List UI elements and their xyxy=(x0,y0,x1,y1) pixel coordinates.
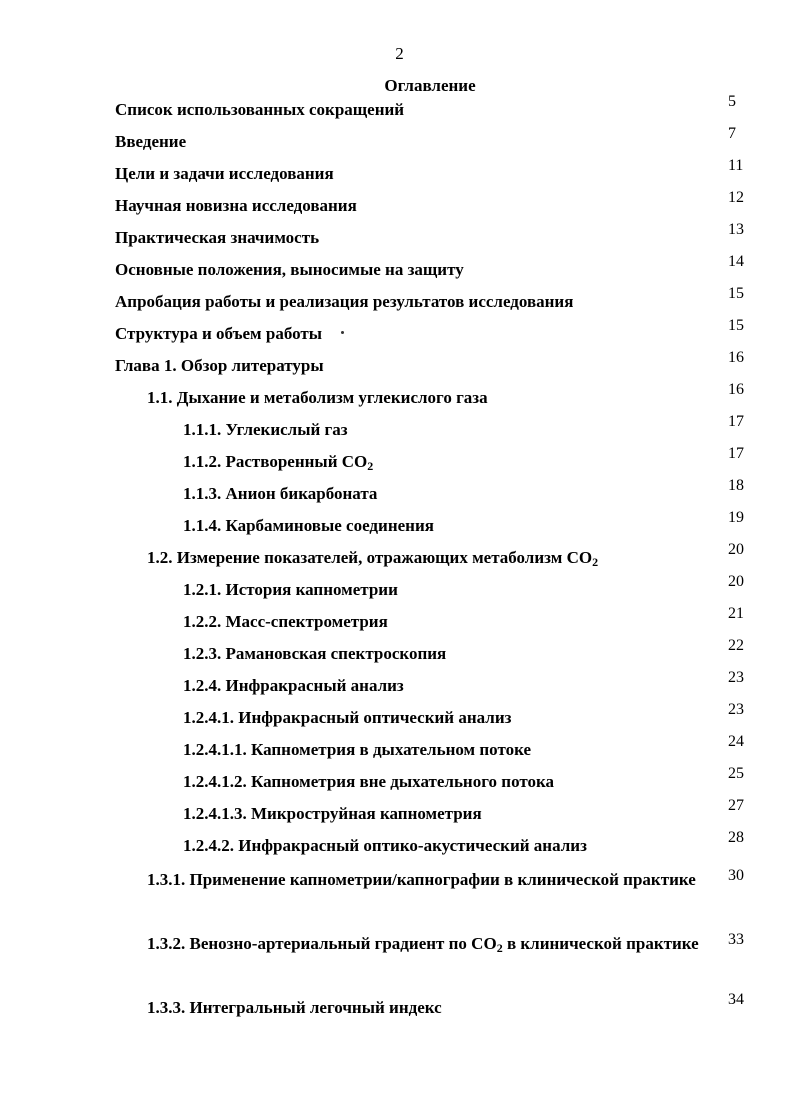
toc-entry-label xyxy=(147,548,598,568)
page-number: 2 xyxy=(395,44,404,63)
toc-entry-page: 7 xyxy=(728,125,736,142)
toc-entry-page: 27 xyxy=(728,797,744,814)
toc-entry-label: 1.2.4.1.2. Капнометрия вне дыхательного потока xyxy=(183,772,555,791)
toc-entry-label: 1.2.4.1. Инфракрасный оптический анализ xyxy=(183,708,512,727)
toc-entry-label: Глава 1. Обзор литературы xyxy=(115,356,324,375)
toc-entry-label: Цели и задачи исследования xyxy=(115,164,334,183)
toc-entry-label: Основные положения, выносимые на защиту xyxy=(115,260,464,279)
toc-entry-label: Введение xyxy=(115,132,187,151)
toc-title: Оглавление xyxy=(384,76,476,95)
toc-entry-label: 1.1. Дыхание и метаболизм углекислого газа xyxy=(147,388,488,407)
toc-entry-label: 1.3.1. Применение капнометрии/капнографии в клинической практике xyxy=(147,870,696,889)
toc-entry-label: 1.2.3. Рамановская спектроскопия xyxy=(183,644,447,663)
toc-entry-page: 18 xyxy=(728,477,744,494)
toc-entry-page: 33 xyxy=(728,931,744,948)
toc-entry-page: 5 xyxy=(728,93,736,110)
toc-entry-label: 1.2.4.1.1. Капнометрия в дыхательном потоке xyxy=(183,740,532,759)
toc-entry-label: 1.1.3. Анион бикарбоната xyxy=(183,484,378,503)
toc-entry-label: 1.2.4. Инфракрасный анализ xyxy=(183,676,404,695)
toc-entry-page: 22 xyxy=(728,637,744,654)
toc-entry-page: 23 xyxy=(728,701,744,718)
toc-entry-text: 1.2. Измерение показателей, отражающих метаболизм CO xyxy=(147,548,593,567)
toc-entry-label: 1.1.4. Карбаминовые соединения xyxy=(183,516,434,535)
toc-entry-label: 1.2.2. Масс-спектрометрия xyxy=(183,612,388,631)
toc-entry-label: Практическая значимость xyxy=(115,228,320,247)
toc-entry-page: 17 xyxy=(728,445,744,462)
toc-entry-page: 15 xyxy=(728,285,744,302)
subscript: 2 xyxy=(367,459,374,473)
toc-entry-page: 23 xyxy=(728,669,744,686)
toc-entry-page: 13 xyxy=(728,221,744,238)
toc-entry-label: Научная новизна исследования xyxy=(115,196,357,215)
toc-entry-label: Апробация работы и реализация результатов исследования xyxy=(115,292,574,311)
toc-entry-label: 1.2.1. История капнометрии xyxy=(183,580,398,599)
toc-entry-page: 28 xyxy=(728,829,744,846)
toc-entry-page: 11 xyxy=(728,157,744,174)
toc-entry-page: 12 xyxy=(728,189,744,206)
toc-entry-text: в клинической практике xyxy=(502,934,699,953)
stray-dot xyxy=(341,331,344,334)
toc-entry-page: 21 xyxy=(728,605,744,622)
toc-entry-page: 34 xyxy=(728,991,744,1008)
toc-entry-text: 1.1.2. Растворенный CO xyxy=(183,452,368,471)
subscript: 2 xyxy=(592,555,599,569)
toc-entry-page: 25 xyxy=(728,765,744,782)
toc-entry-label: Структура и объем работы xyxy=(115,324,323,343)
toc-entry-page: 20 xyxy=(728,541,744,558)
toc-entry-label xyxy=(147,928,713,960)
toc-entry-label: Список использованных сокращений xyxy=(115,100,405,119)
toc-entry-label: 1.1.1. Углекислый газ xyxy=(183,420,348,439)
toc-entry-page: 30 xyxy=(728,867,744,884)
toc-entry-page: 19 xyxy=(728,509,744,526)
toc-entry-page: 16 xyxy=(728,349,744,366)
toc-entry-label: 1.2.4.2. Инфракрасный оптико-акустический анализ xyxy=(183,836,587,855)
toc-entry-page: 17 xyxy=(728,413,744,430)
toc-entry-page: 14 xyxy=(728,253,744,270)
toc-entry-label xyxy=(183,452,373,472)
toc-entry-text: 1.3.2. Венозно-артериальный градиент по CO xyxy=(147,934,497,953)
toc-entry-label: 1.3.3. Интегральный легочный индекс xyxy=(147,998,442,1017)
toc-entry-label: 1.2.4.1.3. Микроструйная капнометрия xyxy=(183,804,482,823)
toc-entry-page: 20 xyxy=(728,573,744,590)
toc-entry-page: 15 xyxy=(728,317,744,334)
subscript: 2 xyxy=(496,941,503,955)
toc-entry-page: 24 xyxy=(728,733,744,750)
toc-entry-page: 16 xyxy=(728,381,744,398)
